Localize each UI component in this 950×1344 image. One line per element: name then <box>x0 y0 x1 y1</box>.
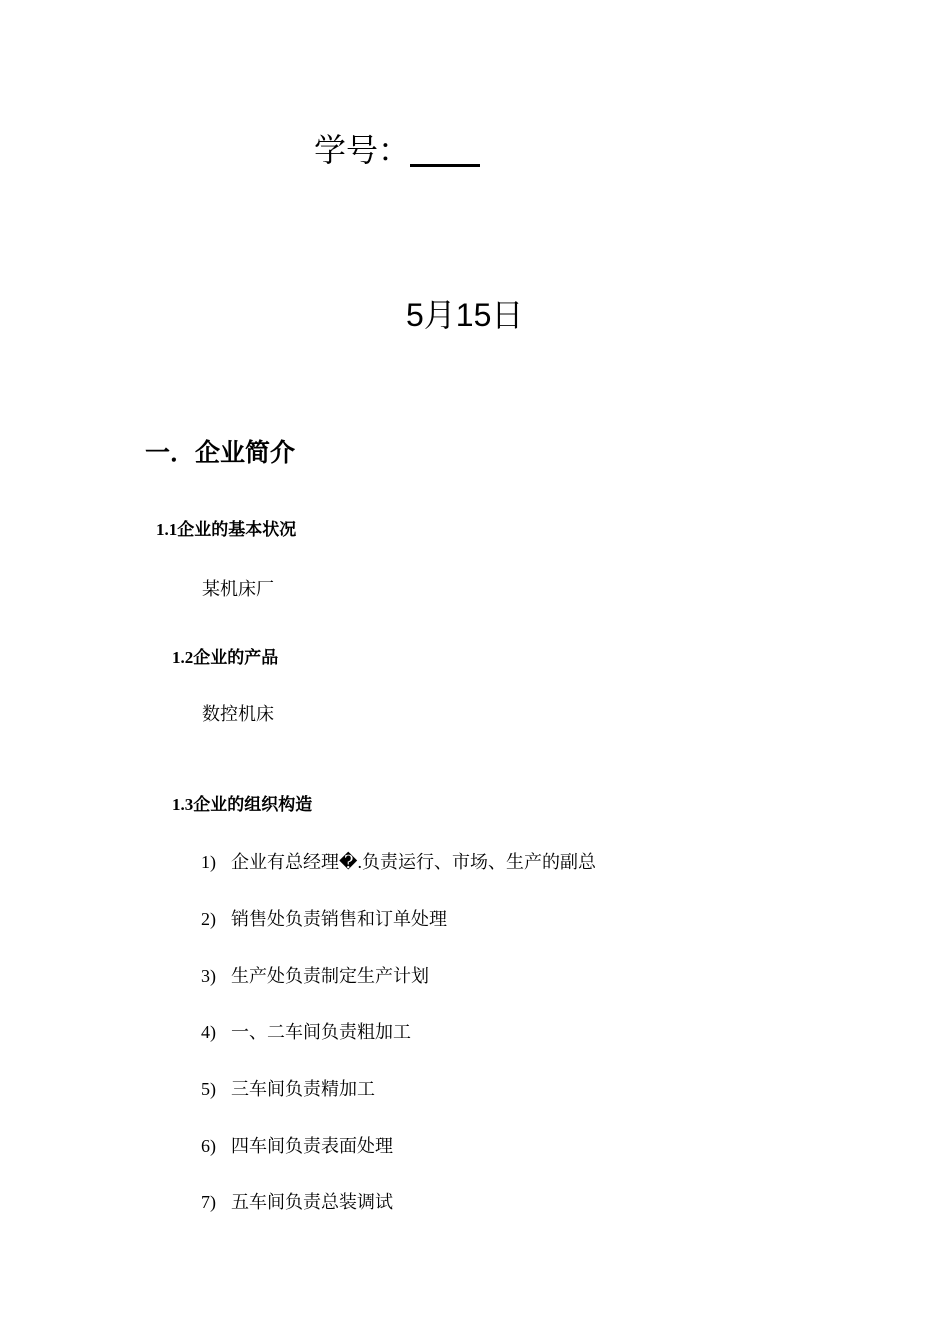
list-item-text: 生产处负责制定生产计划 <box>231 966 429 986</box>
list-item-text: 销售处负责销售和订单处理 <box>231 909 447 929</box>
subheading-company-products: 1.2企业的产品 <box>172 648 279 667</box>
list-item <box>201 1190 393 1214</box>
section-title-company-intro: 一．企业简介 <box>145 439 296 467</box>
list-item-text: 四车间负责表面处理 <box>231 1136 393 1156</box>
list-item-number: 3) <box>201 966 216 986</box>
list-item <box>201 1134 393 1158</box>
list-item-text: 一、二车间负责粗加工 <box>231 1022 411 1042</box>
list-item-number: 7) <box>201 1192 216 1212</box>
company-basic-info-text: 某机床厂 <box>202 579 274 599</box>
subheading-org-structure: 1.3企业的组织构造 <box>172 795 313 814</box>
student-id-label: 学号： <box>314 132 411 168</box>
list-item-number: 2) <box>201 909 216 929</box>
list-item <box>201 850 596 874</box>
list-item <box>201 964 429 988</box>
list-item-number: 5) <box>201 1079 216 1099</box>
document-date: 5月15日 <box>406 297 524 333</box>
company-products-text: 数控机床 <box>202 704 274 724</box>
list-item-text: 三车间负责精加工 <box>231 1079 375 1099</box>
list-item-number: 4) <box>201 1022 216 1042</box>
list-item-number: 1) <box>201 852 216 872</box>
student-id-blank-line <box>410 164 480 167</box>
list-item <box>201 1020 411 1044</box>
list-item <box>201 907 447 931</box>
subheading-company-basic-info: 1.1企业的基本状况 <box>156 520 297 539</box>
list-item-text: 企业有总经理�.负责运行、市场、生产的副总 <box>231 852 596 872</box>
list-item-text: 五车间负责总装调试 <box>231 1192 393 1212</box>
list-item <box>201 1077 375 1101</box>
list-item-number: 6) <box>201 1136 216 1156</box>
